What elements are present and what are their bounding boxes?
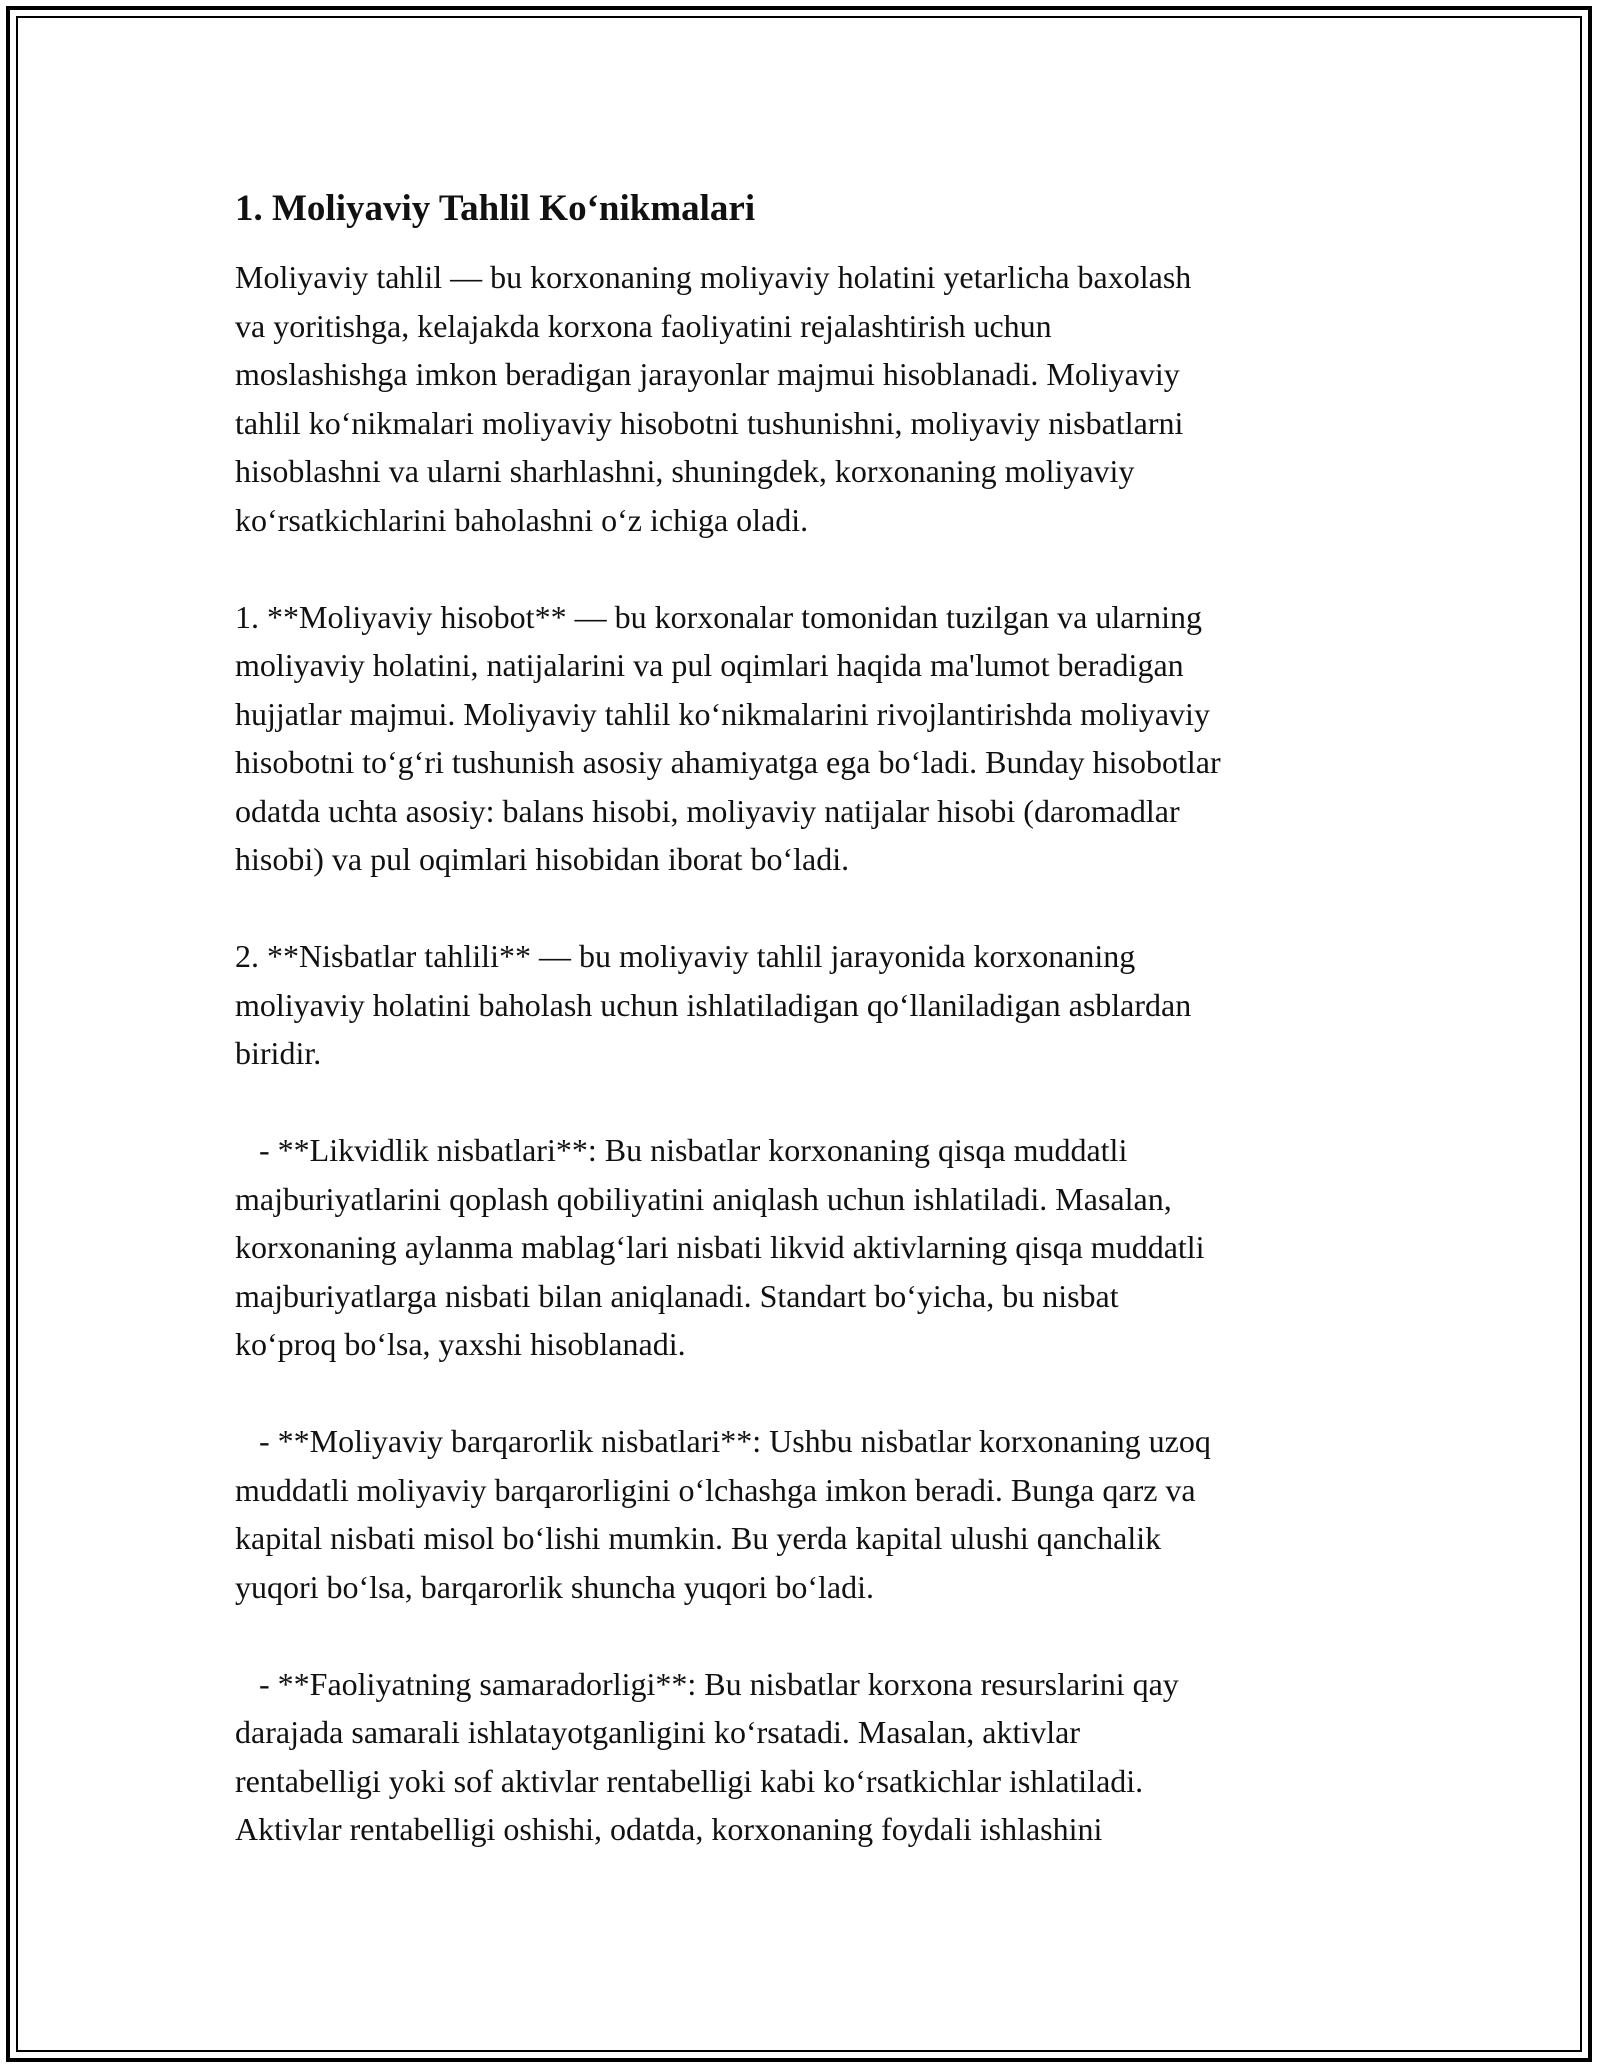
liquidity-ratios-item: - **Likvidlik nisbatlari**: Bu nisbatlar korxonaning qisqa muddatli majburiyatlarini qoplash qobiliyatini aniqlash uchun ishlatiladi. Masalan, korxonaning aylanma mablagʻlari nisbati likvid aktivlarning qisqa muddatli majburiyatlarga nisbati bilan aniqlanadi. Standart boʻyicha, bu nisbat koʻproq boʻlsa, yaxshi hisoblanadi.: [235, 1132, 1205, 1362]
paragraph-spacer: [235, 884, 1375, 933]
paragraph-spacer: [235, 1369, 1375, 1418]
document-page: [235, 185, 1375, 1854]
paragraph-spacer: [235, 1611, 1375, 1660]
intro-paragraph: Moliyaviy tahlil — bu korxonaning moliyaviy holatini yetarlicha baxolash va yoritishga, kelajakda korxona faoliyatini rejalashtirish uchun moslashishga imkon beradigan jarayonlar majmui hisoblanadi. Moliyaviy tahlil koʻnikmalari moliyaviy hisobotni tushunishni, moliyaviy nisbatlarni hisoblashni va ularni sharhlashni, shuningdek, korxonaning moliyaviy koʻrsatkichlarini baholashni oʻz ichiga oladi.: [235, 259, 1192, 538]
stability-ratios-item: - **Moliyaviy barqarorlik nisbatlari**: Ushbu nisbatlar korxonaning uzoq muddatli moliyaviy barqarorligini oʻlchashga imkon beradi. Bunga qarz va kapital nisbati misol boʻlishi mumkin. Bu yerda kapital ulushi qanchalik yuqori boʻlsa, barqarorlik shuncha yuqori boʻladi.: [235, 1423, 1211, 1605]
efficiency-ratios-item: - **Faoliyatning samaradorligi**: Bu nisbatlar korxona resurslarini qay darajada samarali ishlatayotganligini koʻrsatadi. Masalan, aktivlar rentabelligi yoki sof aktivlar rentabelligi kabi koʻrsatkichlar ishlatiladi. Aktivlar rentabelligi oshishi, odatda, korxonaning foydali ishlashini: [235, 1665, 1179, 1847]
financial-report-paragraph: 1. **Moliyaviy hisobot** — bu korxonalar tomonidan tuzilgan va ularning moliyaviy holatini, natijalarini va pul oqimlari haqida ma'lumot beradigan hujjatlar majmui. Moliyaviy tahlil koʻnikmalarini rivojlantirishda moliyaviy hisobotni toʻgʻri tushunish asosiy ahamiyatga ega boʻladi. Bunday hisobotlar odatda uchta asosiy: balans hisobi, moliyaviy natijalar hisobi (daromadlar hisobi) va pul oqimlari hisobidan iborat boʻladi.: [235, 598, 1221, 877]
paragraph-spacer: [235, 544, 1375, 593]
paragraph-spacer: [235, 1078, 1375, 1127]
ratio-analysis-paragraph: 2. **Nisbatlar tahlili** — bu moliyaviy tahlil jarayonida korxonaning moliyaviy holatini baholash uchun ishlatiladigan qoʻllaniladigan asblardan biridir.: [235, 938, 1192, 1071]
document-title: 1. Moliyaviy Tahlil Koʻnikmalari: [235, 188, 756, 229]
